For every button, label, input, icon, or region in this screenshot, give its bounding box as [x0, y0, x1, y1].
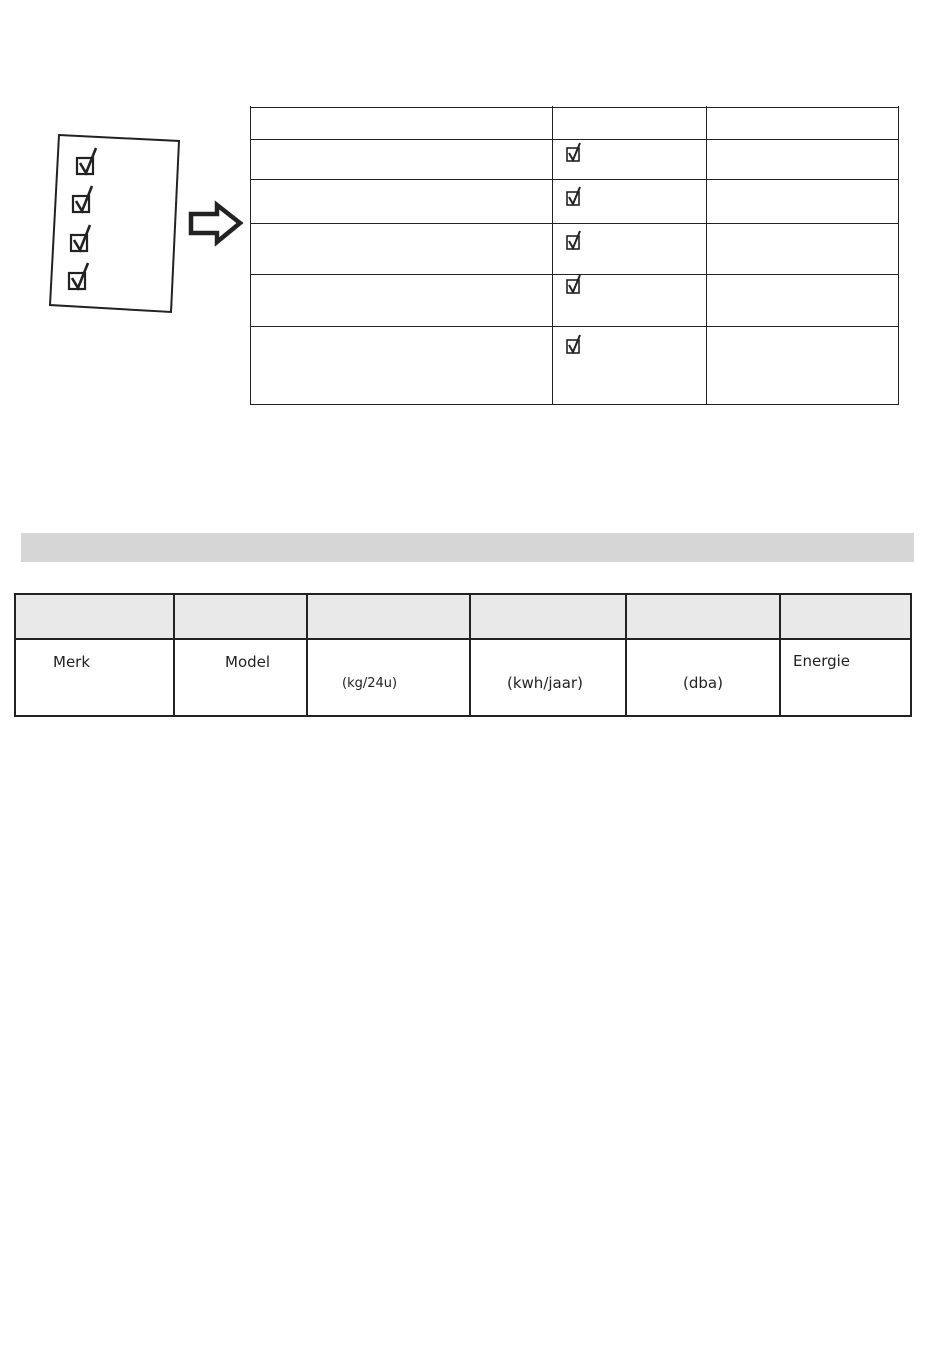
column-divider — [306, 595, 308, 715]
col-model-label: Model — [225, 653, 271, 671]
right-arrow-icon — [191, 205, 240, 242]
spec-table-header-row — [16, 595, 910, 640]
column-divider — [469, 595, 471, 715]
col-brand-label: Merk — [53, 653, 91, 671]
checkbox-checked-icon — [565, 186, 585, 208]
column-divider — [625, 595, 627, 715]
col-energy-label: Energie — [793, 652, 851, 670]
checkbox-checked-icon — [565, 274, 585, 296]
checklist-table — [250, 106, 900, 406]
section-header-bar — [21, 533, 914, 562]
checkbox-checked-icon — [565, 334, 585, 356]
checkbox-checked-icon — [565, 142, 585, 164]
col-capacity-unit: (kg/24u) — [342, 676, 398, 691]
column-divider — [779, 595, 781, 715]
spec-table — [14, 593, 912, 717]
checklist-clipboard-icon — [50, 135, 179, 312]
col-noise-unit: (dba) — [683, 674, 723, 692]
checkbox-checked-icon — [565, 230, 585, 252]
col-consumption-unit: (kwh/jaar) — [507, 674, 583, 692]
column-divider — [173, 595, 175, 715]
checklist-illustration — [40, 125, 250, 325]
